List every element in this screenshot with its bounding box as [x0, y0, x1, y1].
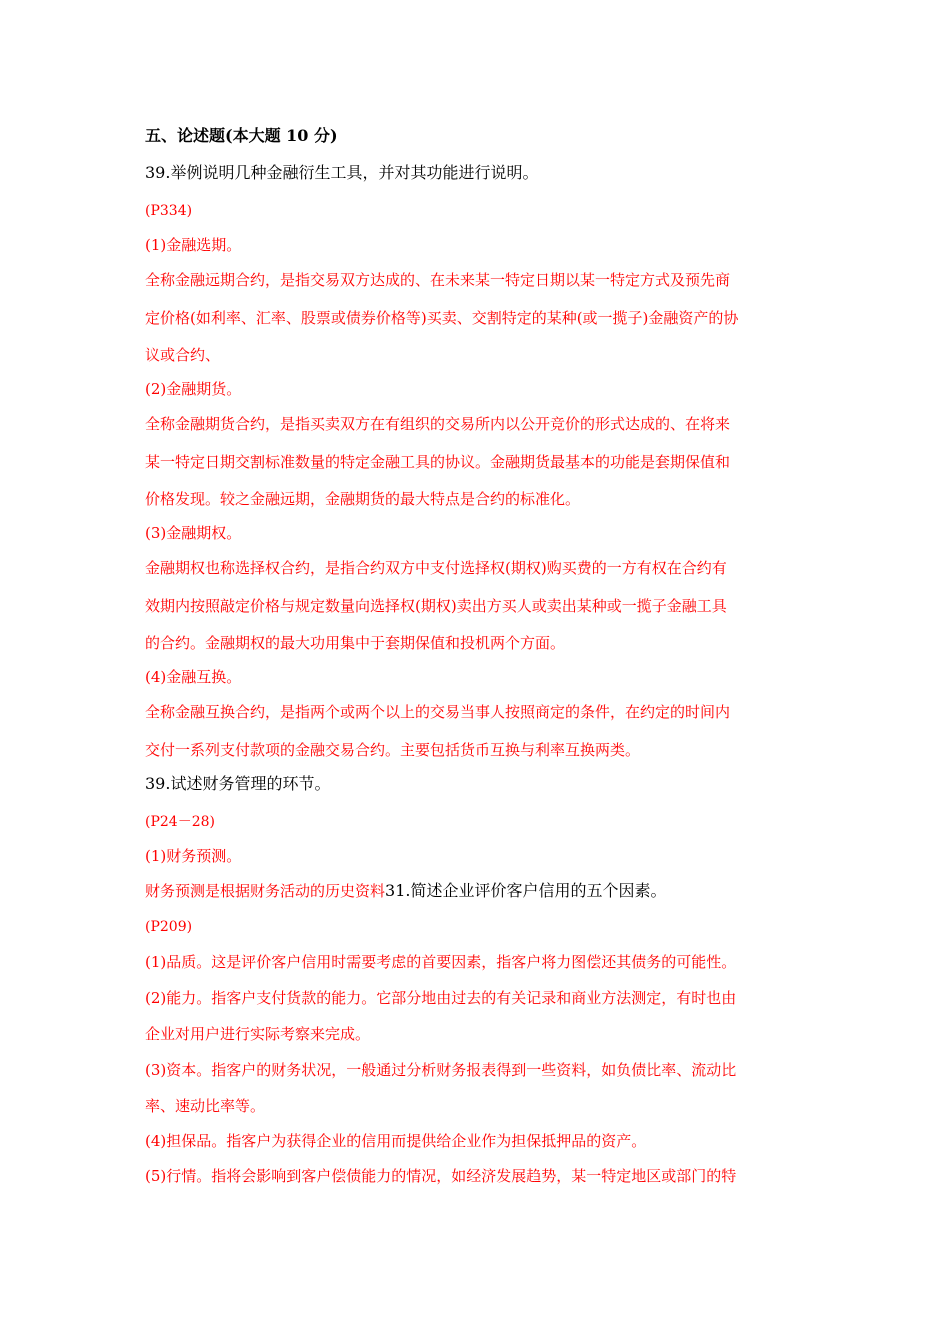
- answer-line: (1)品质。这是评价客户信用时需要考虑的首要因素，指客户将力图偿还其债务的可能性。: [145, 953, 737, 971]
- page-reference: (P334): [145, 203, 193, 219]
- answer-line: 金融期权也称选择权合约，是指合约双方中支付选择权(期权)购买费的一方有权在合约有: [145, 559, 727, 577]
- section-title: 五、论述题(本大题 10 分): [145, 126, 338, 145]
- answer-line: (3)资本。指客户的财务状况，一般通过分析财务报表得到一些资料，如负债比率、流动比: [145, 1061, 737, 1079]
- page-reference: (P209): [145, 919, 193, 935]
- answer-line: 全称金融互换合约，是指两个或两个以上的交易当事人按照商定的条件，在约定的时间内: [145, 703, 731, 721]
- page-reference: (P24－28): [145, 814, 215, 830]
- answer-line: 全称金融远期合约，是指交易双方达成的、在未来某一特定日期以某一特定方式及预先商: [145, 271, 731, 289]
- item-heading: (1)财务预测。: [145, 847, 242, 865]
- answer-line: (4)担保品。指客户为获得企业的信用而提供给企业作为担保抵押品的资产。: [145, 1132, 647, 1150]
- answer-line: 率、速动比率等。: [145, 1097, 266, 1115]
- item-heading: (3)金融期权。: [145, 524, 242, 542]
- answer-line: 的合约。金融期权的最大功用集中于套期保值和投机两个方面。: [145, 634, 566, 652]
- answer-line: 价格发现。较之金融远期，金融期货的最大特点是合约的标准化。: [145, 490, 581, 508]
- question-title: 39.试述财务管理的环节。: [145, 774, 331, 793]
- answer-line: (5)行情。指将会影响到客户偿债能力的情况，如经济发展趋势，某一特定地区或部门的特: [145, 1167, 737, 1185]
- answer-line: 全称金融期货合约，是指买卖双方在有组织的交易所内以公开竞价的形式达成的、在将来: [145, 415, 731, 433]
- item-heading: (4)金融互换。: [145, 668, 242, 686]
- answer-line: 某一特定日期交割标准数量的特定金融工具的协议。金融期货最基本的功能是套期保值和: [145, 453, 731, 471]
- item-heading: (2)金融期货。: [145, 380, 242, 398]
- answer-line: 定价格(如利率、汇率、股票或债券价格等)买卖、交割特定的某种(或一揽子)金融资产的协: [145, 309, 739, 327]
- question-title: 39.举例说明几种金融衍生工具，并对其功能进行说明。: [145, 163, 539, 182]
- answer-line: 交付一系列支付款项的金融交易合约。主要包括货币互换与利率互换两类。: [145, 741, 641, 759]
- answer-fragment: 财务预测是根据财务活动的历史资料: [145, 882, 386, 900]
- answer-line: (2)能力。指客户支付货款的能力。它部分地由过去的有关记录和商业方法测定，有时也由: [145, 989, 737, 1007]
- answer-line: 效期内按照敲定价格与规定数量向选择权(期权)卖出方买人或卖出某种或一揽子金融工具: [145, 597, 727, 615]
- answer-line: 企业对用户进行实际考察来完成。: [145, 1025, 371, 1043]
- item-heading: (1)金融选期。: [145, 236, 242, 254]
- answer-line: 议或合约、: [145, 346, 221, 364]
- mixed-line: [145, 881, 825, 901]
- question-title-inline: 31.简述企业评价客户信用的五个因素。: [385, 881, 667, 900]
